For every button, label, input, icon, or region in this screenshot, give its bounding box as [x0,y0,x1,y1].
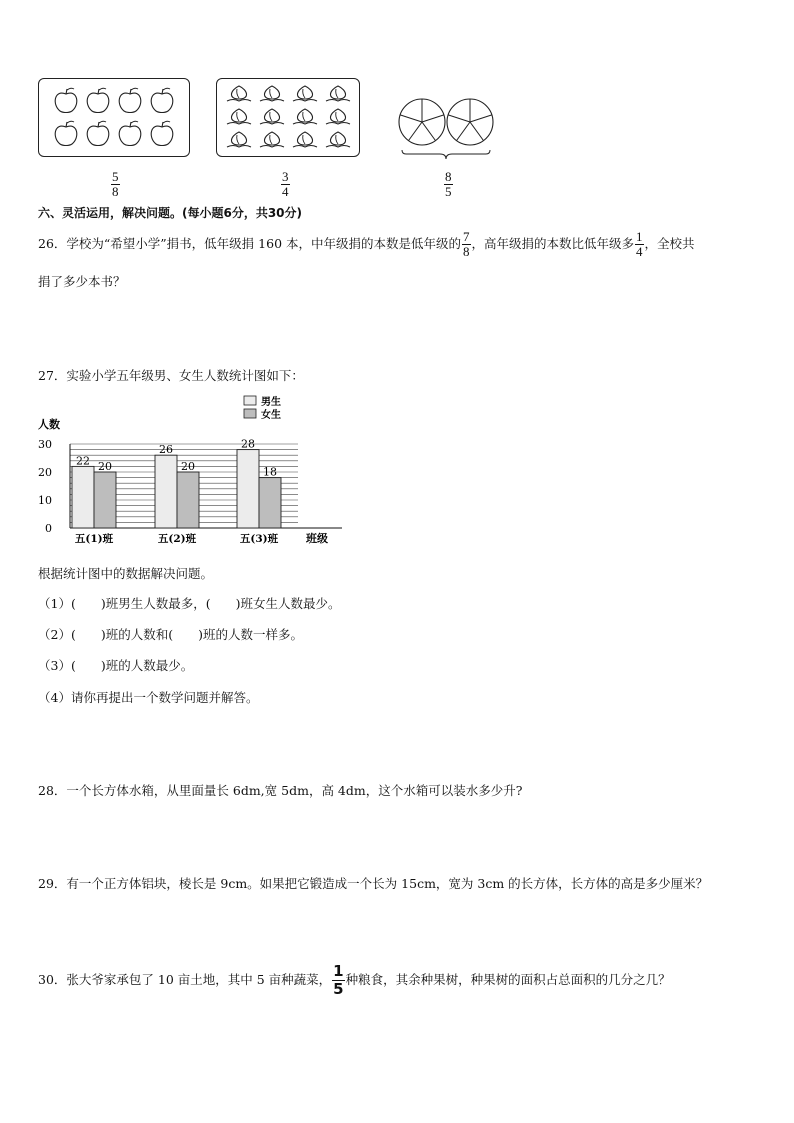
peach-icon [260,132,284,147]
bar-girls [94,472,116,528]
peach-icon [293,86,317,101]
bar-value-label: 20 [181,460,195,473]
peach-icon [293,109,317,124]
bar-boys [72,466,94,528]
bar-boys [237,450,259,528]
peach-box [216,78,360,157]
apple-box [38,78,190,157]
peach-icon [227,109,251,124]
apple-icon [151,121,173,145]
bar-girls [259,478,281,528]
x-axis-label: 班级 [306,532,328,545]
q26-fraction-1: $\frac{7}{8}$ [463,229,470,259]
peach-grid [217,79,359,156]
bar-value-label: 22 [76,454,90,468]
peach-icon [227,132,251,147]
y-tick-label: 0 [45,522,52,535]
pie-fraction: $\frac{8}{5}$ [445,169,452,199]
peach-icon [326,86,350,101]
section-heading: 六、灵活运用，解决问题。(每小题6分，共30分) [38,206,303,220]
bar-value-label: 26 [159,443,173,457]
apple-fraction: $\frac{5}{8}$ [112,169,119,199]
peach-fraction: $\frac{3}{4}$ [282,169,289,199]
pie-figure [392,96,500,160]
q30-prefix: 30．张大爷家承包了 10 亩土地，其中 5 亩种蔬菜， [38,972,332,987]
question-26-line2: 捐了多少本书？ [38,274,126,289]
bar-chart [30,390,360,550]
category-label: 五(3)班 [239,533,279,545]
q27-sub-4: （4）请你再提出一个数学问题并解答。 [38,690,259,705]
pie-icon [447,99,493,145]
q26-prefix: 26．学校为“希望小学”捐书，低年级捐 160 本，中年级捐的本数是低年级的 [38,236,461,251]
question-26 [38,228,695,260]
peach-icon [260,86,284,101]
category-label: 五(2)班 [157,533,197,545]
peach-icon [293,132,317,147]
apple-icon [119,121,141,145]
q26-mid: ，高年级捐的本数比低年级多 [471,236,635,251]
y-tick-label: 20 [38,466,52,479]
peach-icon [260,109,284,124]
apple-icon [55,88,77,112]
y-tick-label: 30 [38,438,52,451]
apple-icon [119,88,141,112]
question-29: 29．有一个正方体铝块，棱长是 9cm。如果把它锻造成一个长为 15cm，宽为 3cm 的长方体，长方体的高是多少厘米？ [38,876,709,891]
q27-sub-1: （1）( )班男生人数最多，( )班女生人数最少。 [38,596,341,611]
question-30 [38,960,671,1000]
apple-icon [87,88,109,112]
bar-value-label: 28 [241,437,255,451]
pie-icon [399,99,445,145]
legend-label: 男生 [261,397,281,408]
bar-boys [155,455,177,528]
legend-swatch [244,396,256,405]
y-axis-label: 人数 [38,418,60,431]
bar-girls [177,472,199,528]
bar-value-label: 20 [98,460,112,473]
q27-prompt: 根据统计图中的数据解决问题。 [38,566,214,581]
apple-icon [55,121,77,145]
q26-suffix: ，全校共 [644,236,695,251]
peach-icon [326,109,350,124]
legend-label: 女生 [261,410,281,421]
apple-icon [151,88,173,112]
category-label: 五(1)班 [74,533,114,545]
q30-fraction: $\frac{1}{5}$ [333,962,344,998]
bar-value-label: 18 [263,465,277,479]
question-28: 28．一个长方体水箱，从里面量长 6dm,宽 5dm，高 4dm，这个水箱可以装水多少升? [38,783,523,798]
peach-icon [227,86,251,101]
brace [402,150,490,159]
y-tick-label: 10 [38,494,52,507]
legend-swatch [244,409,256,418]
q27-sub-2: （2）( )班的人数和( )班的人数一样多。 [38,627,303,642]
peach-icon [326,132,350,147]
q26-fraction-2: $\frac{1}{4}$ [636,229,643,259]
apple-icon [87,121,109,145]
q30-suffix: 种粮食，其余种果树，种果树的面积占总面积的几分之几？ [345,972,671,987]
q27-sub-3: （3）( )班的人数最少。 [38,658,194,673]
apple-grid [39,79,189,156]
question-27: 27．实验小学五年级男、女生人数统计图如下： [38,368,304,383]
